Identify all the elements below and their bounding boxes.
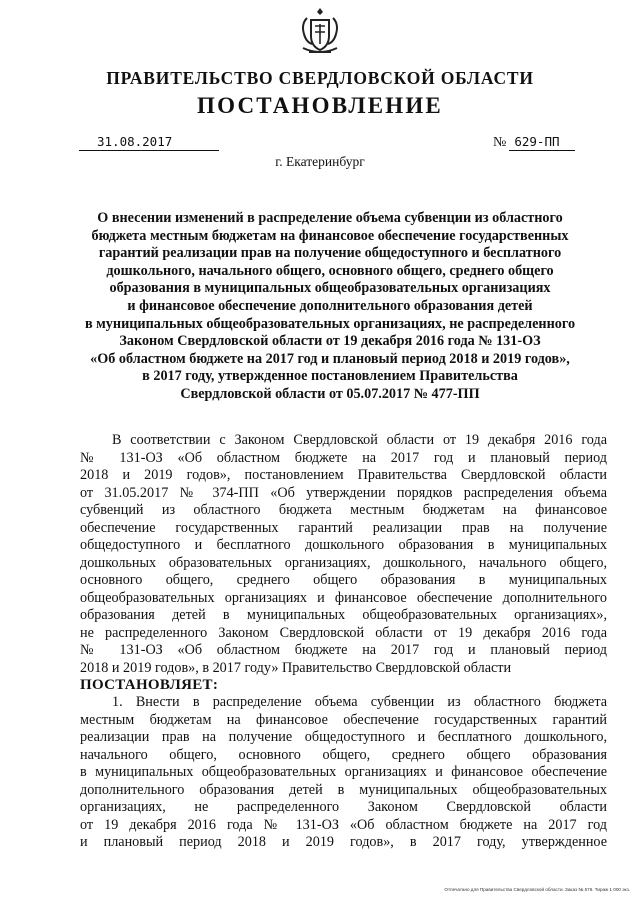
title-line: образования в муниципальных общеобразовательных организациях [109, 280, 551, 297]
number-sign: № [493, 135, 507, 150]
document-body [80, 432, 607, 852]
print-footer-note: Отпечатано для Правительства Свердловской области. Заказ № 576. Тираж 1 000 экз. [444, 887, 630, 892]
document-type: ПОСТАНОВЛЕНИЕ [197, 93, 443, 118]
body-line: и плановый период 2018 и 2019 годов», в 2017 году, утвержденное [80, 834, 607, 850]
city: г. Екатеринбург [275, 154, 365, 169]
body-line: обеспечение государственных гарантий реализации прав на получение [80, 519, 607, 536]
body-line: дошкольных образовательных организациях, дошкольного, начального общего, [80, 554, 607, 571]
body-line: основного общего, среднего общего образования в муниципальных [80, 572, 607, 588]
body-line: дополнительного образования детей в муниципальных общеобразовательных [80, 781, 607, 798]
body-line: образования детей в муниципальных общеобразовательных организациях», [80, 607, 607, 623]
body-line: 2018 и 2019 годов», в 2017 году» Правительство Свердловской области [80, 659, 512, 676]
body-line: субвенций из областного бюджета местным бюджетам на финансовое [80, 502, 607, 518]
title-line: в 2017 году, утвержденное постановлением Правительства [142, 368, 518, 385]
body-line: 2018 и 2019 годов», постановлением Правительства Свердловской области [80, 467, 607, 483]
body-line: не распределенного Законом Свердловской области от 19 декабря 2016 года [80, 624, 607, 641]
document-date: 31.08.2017 [79, 134, 219, 151]
body-line: от 31.05.2017 № 374-ПП «Об утверждении порядков распределения объема [80, 484, 607, 501]
document-title [70, 210, 590, 404]
title-line: Свердловской области от 05.07.2017 № 477-ПП [180, 385, 480, 402]
body-line: общедоступного и бесплатного дошкольного образования в муниципальных [80, 537, 607, 553]
body-line: от 19 декабря 2016 года № 131-ОЗ «Об областном бюджете на 2017 год [80, 816, 607, 833]
title-line: «Об областном бюджете на 2017 год и плановый период 2018 и 2019 годов», [90, 350, 570, 367]
body-line: № 131-ОЗ «Об областном бюджете на 2017 год и плановый период [80, 642, 607, 658]
body-line: местным бюджетам на финансовое обеспечение государственных гарантий [80, 711, 607, 728]
item-1-paragraph [80, 694, 607, 852]
body-line: реализации прав на получение общедоступного и бесплатного дошкольного, [80, 729, 607, 745]
government-name: ПРАВИТЕЛЬСТВО СВЕРДЛОВСКОЙ ОБЛАСТИ [106, 68, 534, 88]
title-line: дошкольного, начального общего, основного общего, среднего общего [106, 262, 554, 279]
title-line: Законом Свердловской области от 19 декабря 2016 года № 131-ОЗ [119, 333, 541, 350]
title-line: в муниципальных общеобразовательных организациях, не распределенного [84, 315, 576, 332]
number-value: 629-ПП [509, 133, 575, 151]
decree-word: ПОСТАНОВЛЯЕТ: [80, 677, 219, 693]
body-line: № 131-ОЗ «Об областном бюджете на 2017 год и плановый период [80, 449, 607, 466]
body-line: в муниципальных общеобразовательных организациях и финансовое обеспечение [80, 764, 607, 780]
body-line: организациях, не распределенного Законом Свердловской области [80, 799, 607, 815]
body-line: В соответствии с Законом Свердловской области от 19 декабря 2016 года [112, 432, 607, 448]
body-line: общеобразовательных организациях и финансовое обеспечение дополнительного [80, 589, 607, 606]
title-line: бюджета местным бюджетам на финансовое обеспечение государственных [91, 227, 569, 244]
body-line: начального общего, основного общего, среднего общего образования [80, 746, 607, 763]
title-line: О внесении изменений в распределение объема субвенции из областного [97, 210, 563, 226]
body-line: 1. Внести в распределение объема субвенции из областного бюджета [112, 694, 607, 710]
title-line: гарантий реализации прав на получение общедоступного и бесплатного [98, 245, 562, 262]
coat-of-arms-icon [299, 6, 341, 58]
document-number [493, 133, 585, 151]
title-line: и финансовое обеспечение дополнительного образования детей [127, 297, 533, 314]
intro-paragraph [80, 432, 607, 677]
